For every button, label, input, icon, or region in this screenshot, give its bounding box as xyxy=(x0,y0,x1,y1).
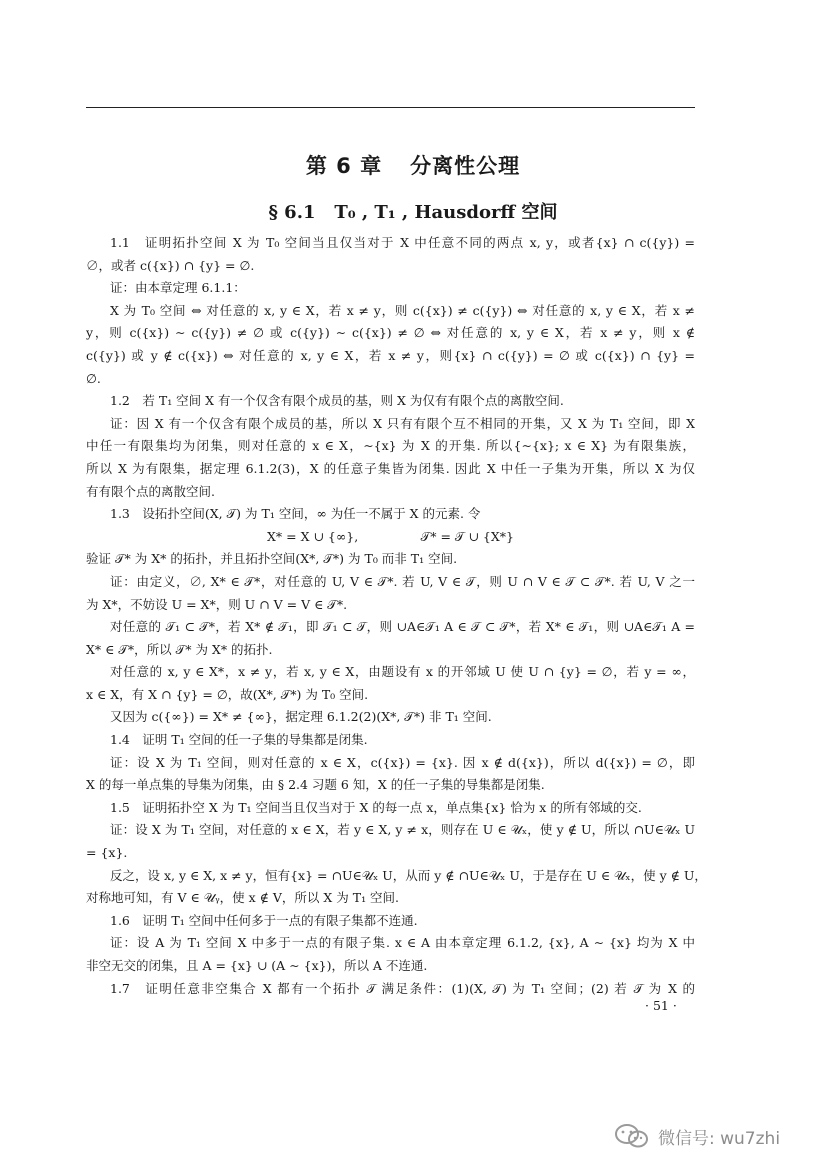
text-line: 1.4 证明 T₁ 空间的任一子集的导集都是闭集. xyxy=(110,732,368,748)
wechat-icon xyxy=(612,1122,652,1150)
chapter-title: 分离性公理 xyxy=(410,154,521,178)
text-line: 1.2 若 T₁ 空间 X 有一个仅含有限个成员的基，则 X 为仅有有限个点的离散空间. xyxy=(110,393,564,409)
watermark-text: 微信号: wu7zhi xyxy=(658,1129,781,1149)
text-line: X* = X ∪ {∞}, 𝒯* = 𝒯 ∪ {X*} xyxy=(267,528,514,544)
page-number: · 51 · xyxy=(645,998,677,1013)
text-line: X 为 T₀ 空间 ⇔ 对任意的 x, y ∈ X，若 x ≠ y，则 c({x}) ≠ c({y}) ⇔ 对任意的 x, y ∈ X，若 x ≠ xyxy=(110,302,695,318)
text-line: 证：设 X 为 T₁ 空间，对任意的 x ∈ X，若 y ∈ X, y ≠ x，则存在 U ∈ 𝒰ₓ，使 y ∉ U，所以 ∩U∈𝒰ₓ U xyxy=(110,822,695,838)
text-line: 为 X*，不妨设 U = X*，则 U ∩ V = V ∈ 𝒯*. xyxy=(86,596,348,612)
chapter-heading xyxy=(0,150,826,180)
text-line: 中任一有限集均为闭集，则对任意的 x ∈ X，∼{x} 为 X 的开集. 所以{∼{x}; x ∈ X} 为有限集族， xyxy=(86,438,695,454)
text-line: c({y}) 或 y ∉ c({x}) ⇔ 对任意的 x, y ∈ X，若 x ≠ y，则{x} ∩ c({y}) = ∅ 或 c({x}) ∩ {y} = xyxy=(86,347,695,363)
section-title: T₀ , T₁ , Hausdorff 空间 xyxy=(334,202,558,223)
header-rule xyxy=(86,107,695,108)
text-line: 又因为 c({∞}) = X* ≠ {∞}，据定理 6.1.2(2)(X*, 𝒯*) 非 T₁ 空间. xyxy=(110,709,492,725)
section-heading xyxy=(0,198,826,224)
text-line: x ∈ X，有 X ∩ {y} = ∅，故(X*, 𝒯*) 为 T₀ 空间. xyxy=(86,686,369,702)
text-line: ∅，或者 c({x}) ∩ {y} = ∅. xyxy=(86,257,255,273)
text-line: 1.6 证明 T₁ 空间中任何多于一点的有限子集都不连通. xyxy=(110,912,418,928)
text-line: 证：由定义，∅, X* ∈ 𝒯*，对任意的 U, V ∈ 𝒯*. 若 U, V ∈ 𝒯，则 U ∩ V ∈ 𝒯 ⊂ 𝒯*. 若 U, V 之一 xyxy=(110,573,695,589)
text-line: y，则 c({x}) ∼ c({y}) ≠ ∅ 或 c({y}) ∼ c({x}) ≠ ∅ ⇔ 对任意的 x, y ∈ X，若 x ≠ y，则 x ∉ xyxy=(86,325,695,341)
text-line: 1.3 设拓扑空间(X, 𝒯) 为 T₁ 空间，∞ 为任一不属于 X 的元素. 令 xyxy=(110,506,481,522)
text-line: X* ∈ 𝒯*，所以 𝒯* 为 X* 的拓扑. xyxy=(86,641,273,657)
text-line: = {x}. xyxy=(86,845,128,861)
text-line: X 的每一单点集的导集为闭集，由 § 2.4 习题 6 知，X 的任一子集的导集都是闭集. xyxy=(86,777,545,793)
text-line: 1.7 证明任意非空集合 X 都有一个拓扑 𝒯 满足条件：(1)(X, 𝒯) 为 T₁ 空间；(2) 若 𝒯 为 X 的 xyxy=(110,980,695,996)
body-text xyxy=(86,232,707,1000)
chapter-number: 第 6 章 xyxy=(305,154,383,178)
text-line: 反之，设 x, y ∈ X, x ≠ y，恒有{x} = ∩U∈𝒰ₓ U，从而 y ∉ ∩U∈𝒰ₓ U，于是存在 U ∈ 𝒰ₓ，使 y ∉ U， xyxy=(110,867,707,883)
text-line: 验证 𝒯* 为 X* 的拓扑，并且拓扑空间(X*, 𝒯*) 为 T₀ 而非 T₁ 空间. xyxy=(86,551,458,567)
wechat-watermark xyxy=(612,1118,802,1154)
text-line: 对称地可知，有 V ∈ 𝒰ᵧ，使 x ∉ V，所以 X 为 T₁ 空间. xyxy=(86,890,400,906)
text-line: 有有限个点的离散空间. xyxy=(86,483,215,499)
text-line: 1.1 证明拓扑空间 X 为 T₀ 空间当且仅当对于 X 中任意不同的两点 x, y，或者{x} ∩ c({y}) = xyxy=(110,235,695,250)
text-line: 所以 X 为有限集，据定理 6.1.2(3)，X 的任意子集皆为闭集. 因此 X 中任一子集为开集，所以 X 为仅 xyxy=(86,460,695,476)
text-line: ∅. xyxy=(86,370,101,386)
text-line: 1.5 证明拓扑空 X 为 T₁ 空间当且仅当对于 X 的每一点 x，单点集{x} 恰为 x 的所有邻域的交. xyxy=(110,799,642,815)
text-line: 对任意的 x, y ∈ X*，x ≠ y，若 x, y ∈ X，由题设有 x 的开邻域 U 使 U ∩ {y} = ∅，若 y = ∞， xyxy=(110,664,695,680)
text-line: 对任意的 𝒯₁ ⊂ 𝒯*，若 X* ∉ 𝒯₁，即 𝒯₁ ⊂ 𝒯，则 ∪A∈𝒯₁ A ∈ 𝒯 ⊂ 𝒯*，若 X* ∈ 𝒯₁，则 ∪A∈𝒯₁ A = xyxy=(110,619,695,635)
text-line: 证：由本章定理 6.1.1： xyxy=(110,280,246,296)
text-line: 证：设 A 为 T₁ 空间 X 中多于一点的有限子集. x ∈ A 由本章定理 6.1.2, {x}, A ∼ {x} 均为 X 中 xyxy=(110,935,695,951)
text-line: 非空无交的闭集，且 A = {x} ∪ (A ∼ {x})，所以 A 不连通. xyxy=(86,958,428,973)
section-mark: § 6.1 xyxy=(268,202,316,223)
text-line: 证：因 X 有一个仅含有限个成员的基，所以 X 只有有限个互不相同的开集，又 X 为 T₁ 空间，即 X xyxy=(110,415,695,431)
text-line: 证：设 X 为 T₁ 空间，则对任意的 x ∈ X，c({x}) = {x}. 因 x ∉ d({x})，所以 d({x}) = ∅，即 xyxy=(110,754,695,770)
